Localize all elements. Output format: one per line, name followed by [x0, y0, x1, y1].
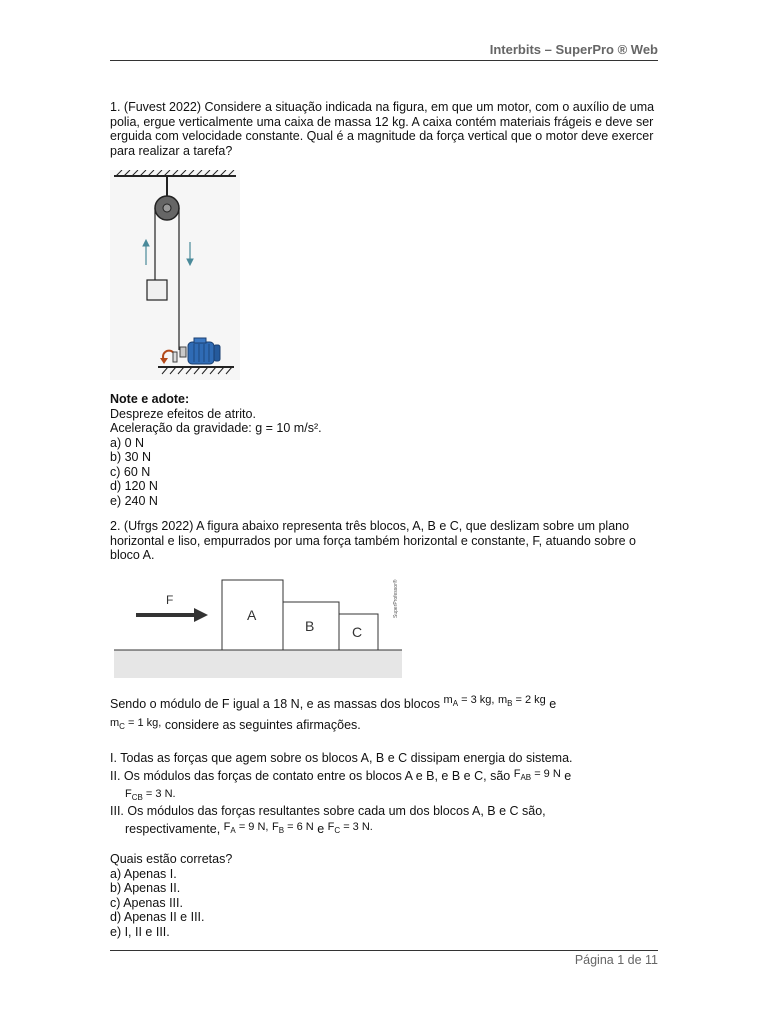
- q2-option-a: a) Apenas I.: [110, 866, 177, 881]
- mass-b: $m_B = 2$ kg: [497, 694, 546, 709]
- q1-option-b: b) 30 N: [110, 450, 151, 464]
- watermark: SuperProfessor®: [393, 579, 399, 618]
- q1-option-e: e) 240 N: [110, 493, 158, 508]
- block-b-label: B: [305, 618, 315, 634]
- question-2-text: [110, 519, 658, 563]
- force-label: F: [166, 593, 174, 607]
- block-a-label: A: [247, 607, 257, 623]
- note-line-2: Aceleração da gravidade: g = 10 m/s².: [110, 421, 322, 435]
- statement-2-prefix: II. Os módulos das forças de contato entre os blocos A e B, e B e C, são: [110, 769, 511, 783]
- statement-3-and: e: [317, 822, 325, 836]
- force-cb: $F_{CB} = 3$ N.: [125, 788, 176, 803]
- page-header: Interbits – SuperPro ® Web: [110, 42, 658, 61]
- statement-2-line-2: [125, 786, 673, 806]
- question-1-text: [110, 100, 658, 158]
- question-2-body: (Ufrgs 2022) A figura abaixo representa três blocos, A, B e C, que deslizam sobre um plano horizontal e liso, empurrados por uma força também horizontal e constante, F, atuando sobre o bloco A.: [110, 519, 636, 562]
- note-title: Note e adote:: [110, 392, 190, 406]
- question-2-prompt: Quais estão corretas?: [110, 852, 233, 866]
- q1-option-a: a) 0 N: [110, 435, 145, 450]
- note-line-1: Despreze efeitos de atrito.: [110, 406, 256, 421]
- pulley-motor-figure: [110, 170, 240, 380]
- statement-3-line-2: [125, 822, 673, 842]
- blocks-figure: [114, 578, 402, 678]
- given-line-1: [110, 694, 658, 717]
- question-1-body: (Fuvest 2022) Considere a situação indicada na figura, em que um motor, com o auxílio de uma polia, ergue verticalmente uma caixa de massa 12 kg. A caixa contém materiais frágeis e deve ser erguida com velocidade constante. Qual é a magnitude da força vertical que o motor deve exercer para realizar a tarefa?: [110, 100, 655, 158]
- given-suffix: considere as seguintes afirmações.: [164, 718, 361, 732]
- question-1-number: 1.: [110, 100, 121, 114]
- page-footer: Página 1 de 11: [110, 950, 658, 967]
- q1-option-d: d) 120 N: [110, 479, 158, 493]
- q2-option-b: b) Apenas II.: [110, 881, 181, 895]
- pulley-axle: [163, 204, 171, 212]
- statement-3-prefix: respectivamente,: [125, 822, 221, 836]
- q2-option-e: e) I, II e III.: [110, 924, 170, 939]
- statement-1: I. Todas as forças que agem sobre os blocos A, B e C dissipam energia do sistema.: [110, 751, 573, 765]
- q2-option-c: c) Apenas III.: [110, 895, 183, 910]
- block-c-label: C: [352, 624, 363, 640]
- question-2-number: 2.: [110, 519, 121, 533]
- question-2-options: [110, 852, 658, 939]
- statement-2-and: e: [564, 769, 572, 783]
- and-1: e: [549, 697, 557, 711]
- mass-c: $m_C = 1$ kg,: [110, 717, 162, 732]
- force-b: $F_B = 6$ N: [271, 821, 314, 836]
- floor-surface: [114, 650, 402, 678]
- q2-option-d: d) Apenas II e III.: [110, 910, 205, 924]
- given-prefix: Sendo o módulo de F igual a 18 N, e as massas dos blocos: [110, 697, 441, 711]
- statement-3-line-1: III. Os módulos das forças resultantes sobre cada um dos blocos A, B e C são,: [110, 804, 546, 818]
- force-ab: $F_{AB} = 9$ N: [513, 768, 561, 783]
- q1-option-c: c) 60 N: [110, 464, 151, 479]
- given-line-2: [110, 718, 658, 738]
- force-c: $F_C = 3$ N.: [327, 821, 373, 836]
- box: [147, 280, 167, 300]
- force-a: $F_A = 9$ N,: [223, 821, 269, 836]
- question-1-note: [110, 392, 658, 508]
- force-arrow: [136, 608, 208, 622]
- mass-a: $m_A = 3$ kg,: [443, 694, 495, 709]
